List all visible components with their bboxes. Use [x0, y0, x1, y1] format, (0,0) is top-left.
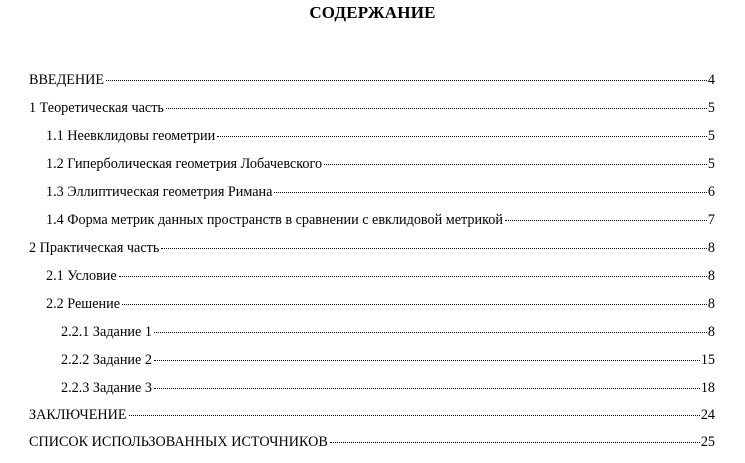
- toc-entry[interactable]: [46, 127, 715, 145]
- toc-entry-label: ЗАКЛЮЧЕНИЕ: [29, 407, 127, 423]
- toc-entry-label: 2 Практическая часть: [29, 240, 160, 256]
- toc-entry-page: 18: [700, 380, 715, 396]
- toc-entry-label: 2.2.2 Задание 2: [61, 352, 152, 368]
- toc-entry[interactable]: [61, 351, 715, 369]
- toc-entry-page: 25: [700, 434, 715, 450]
- dot-leader: [324, 164, 707, 165]
- toc-entry-label: 1.3 Эллиптическая геометрия Римана: [46, 184, 273, 200]
- toc-entry-label: 2.2.3 Задание 3: [61, 380, 152, 396]
- toc-entry[interactable]: [46, 267, 715, 285]
- dot-leader: [106, 80, 707, 81]
- dot-leader: [330, 442, 700, 443]
- toc-entry-page: 5: [707, 156, 715, 172]
- toc-entry-label: 2.2 Решение: [46, 296, 120, 312]
- toc-entry-page: 5: [707, 100, 715, 116]
- toc-entry-page: 8: [707, 296, 715, 312]
- toc-entry-label: СПИСОК ИСПОЛЬЗОВАННЫХ ИСТОЧНИКОВ: [29, 434, 328, 450]
- toc-entry-label: 2.1 Условие: [46, 268, 117, 284]
- toc-entry[interactable]: [46, 211, 715, 229]
- dot-leader: [129, 415, 700, 416]
- toc-entry-page: 5: [707, 128, 715, 144]
- toc-entry-page: 15: [700, 352, 715, 368]
- dot-leader: [166, 108, 707, 109]
- toc-entry[interactable]: [29, 71, 715, 89]
- toc-entry-page: 8: [707, 240, 715, 256]
- toc-entry[interactable]: [46, 295, 715, 313]
- toc-entry[interactable]: [61, 379, 715, 397]
- toc-entry-label: ВВЕДЕНИЕ: [29, 72, 105, 88]
- dot-leader: [274, 192, 706, 193]
- toc-entry-page: 6: [707, 184, 715, 200]
- toc-entry[interactable]: [61, 323, 715, 341]
- toc-entry[interactable]: [46, 183, 715, 201]
- toc-entry-label: 1 Теоретическая часть: [29, 100, 164, 116]
- page-title: СОДЕРЖАНИЕ: [309, 3, 436, 22]
- toc-entry[interactable]: [46, 155, 715, 173]
- toc-entry-page: 4: [707, 72, 715, 88]
- toc-entry[interactable]: [29, 99, 715, 117]
- dot-leader: [119, 276, 707, 277]
- toc-entry-label: 2.2.1 Задание 1: [61, 324, 152, 340]
- toc-entry-page: 8: [707, 268, 715, 284]
- toc-entry[interactable]: [29, 433, 715, 451]
- toc-entry-label: 1.4 Форма метрик данных пространств в сравнении с евклидовой метрикой: [46, 212, 503, 228]
- toc-entry-page: 8: [707, 324, 715, 340]
- dot-leader: [154, 360, 700, 361]
- dot-leader: [154, 332, 707, 333]
- toc-entry-page: 24: [700, 407, 715, 423]
- toc-entry-label: 1.2 Гиперболическая геометрия Лобачевского: [46, 156, 323, 172]
- dot-leader: [122, 304, 707, 305]
- dot-leader: [505, 220, 707, 221]
- toc-entry-page: 7: [707, 212, 715, 228]
- toc-entry[interactable]: [29, 406, 715, 424]
- toc-entry[interactable]: [29, 239, 715, 257]
- dot-leader: [217, 136, 707, 137]
- toc-entry-label: 1.1 Неевклидовы геометрии: [46, 128, 216, 144]
- dot-leader: [154, 388, 700, 389]
- dot-leader: [161, 248, 707, 249]
